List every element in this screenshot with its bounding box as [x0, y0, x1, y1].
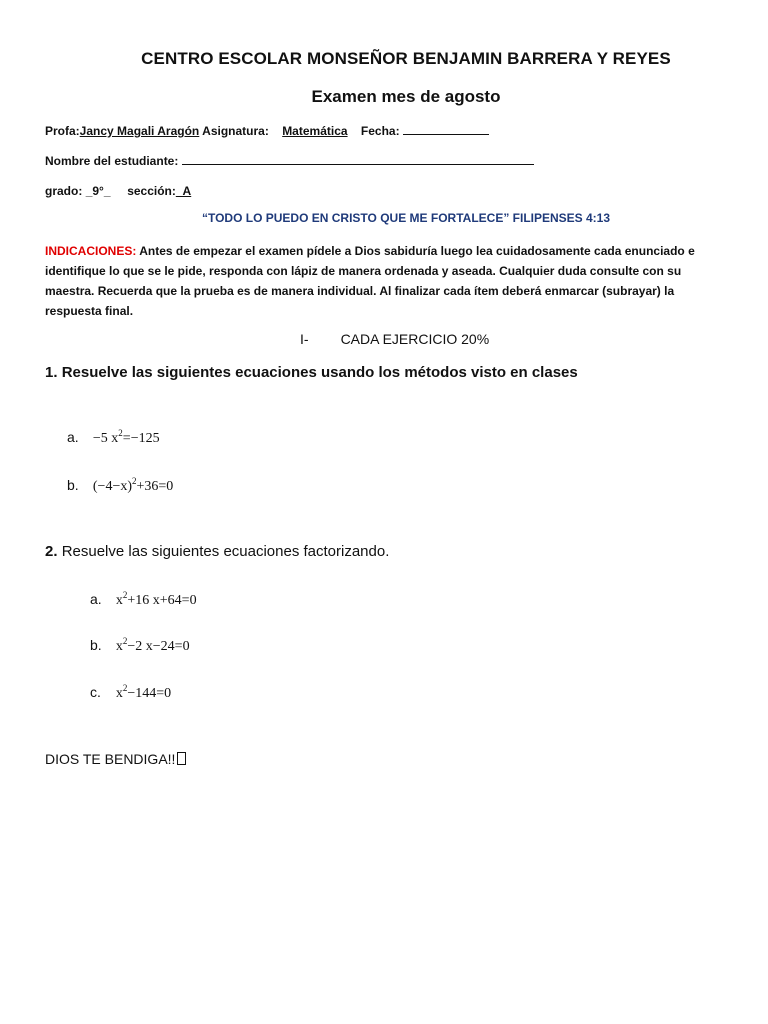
question-1 [45, 364, 578, 381]
grade-value: _9°_ [85, 184, 111, 198]
question-2 [45, 543, 389, 560]
question-2-number: 2. [45, 543, 58, 560]
subject-label: Asignatura: [202, 124, 269, 138]
instructions [45, 241, 715, 321]
equation: $(-4-x)^2+36=0$ [92, 476, 174, 494]
section-number: I- [300, 331, 309, 347]
question-1-item-a [67, 428, 160, 447]
question-2-item-c [90, 683, 171, 702]
instructions-text: Antes de empezar el examen pídele a Dios sabiduría luego lea cuidadosamente cada enunciado e identifique lo que se le pide, responda con lápiz de manera ordenada y aseada. Cualquier duda consulte con su maestra. Recuerda que la prueba es de manera individual. Al finalizar cada ítem deberá enmarcar (subrayar) la respuesta final. [45, 244, 695, 318]
emoji-placeholder-icon [177, 752, 186, 765]
grade-label: grado: [45, 184, 83, 198]
equation: $x^2-2$ x−24=0 [115, 636, 190, 654]
section-value: _A [175, 184, 192, 198]
item-label: b. [90, 637, 102, 653]
section-title: CADA EJERCICIO 20% [340, 331, 490, 347]
instructions-label: INDICACIONES: [45, 244, 137, 258]
equation: $x^2-144=0$ [115, 683, 172, 701]
student-name-blank [182, 164, 534, 165]
question-1-text: Resuelve las siguientes ecuaciones usando los métodos visto en clases [61, 364, 578, 381]
school-name: CENTRO ESCOLAR MONSEÑOR BENJAMIN BARRERA Y REYES [141, 49, 671, 68]
question-2-item-a [90, 590, 197, 609]
item-label: a. [90, 591, 102, 607]
section-label: sección: [127, 184, 176, 198]
date-blank [403, 134, 489, 135]
equation: −5 $x^2=-125$ [92, 428, 160, 446]
question-2-item-b [90, 636, 190, 655]
teacher-subject-date-line [45, 124, 489, 138]
item-label: a. [67, 429, 79, 445]
closing-blessing [45, 751, 186, 767]
subject-value: Matemática [282, 124, 348, 138]
question-2-text: Resuelve las siguientes ecuaciones factorizando. [61, 543, 390, 560]
equation: $x^2+16$ x+64=0 [115, 590, 197, 608]
teacher-name: Jancy Magali Aragón [79, 124, 200, 138]
question-1-item-b [67, 476, 173, 495]
exam-title: Examen mes de agosto [311, 87, 501, 106]
item-label: b. [67, 477, 79, 493]
teacher-label: Profa: [45, 124, 80, 138]
section-heading [300, 331, 489, 347]
student-name-line [45, 154, 534, 168]
closing-text: DIOS TE BENDIGA!! [45, 751, 176, 767]
student-label: Nombre del estudiante: [45, 154, 179, 168]
date-label: Fecha: [360, 124, 400, 138]
bible-quote: “TODO LO PUEDO EN CRISTO QUE ME FORTALECE” FILIPENSES 4:13 [201, 211, 611, 225]
question-1-number: 1. [45, 364, 58, 381]
item-label: c. [90, 684, 101, 700]
grade-section-line [45, 184, 191, 198]
